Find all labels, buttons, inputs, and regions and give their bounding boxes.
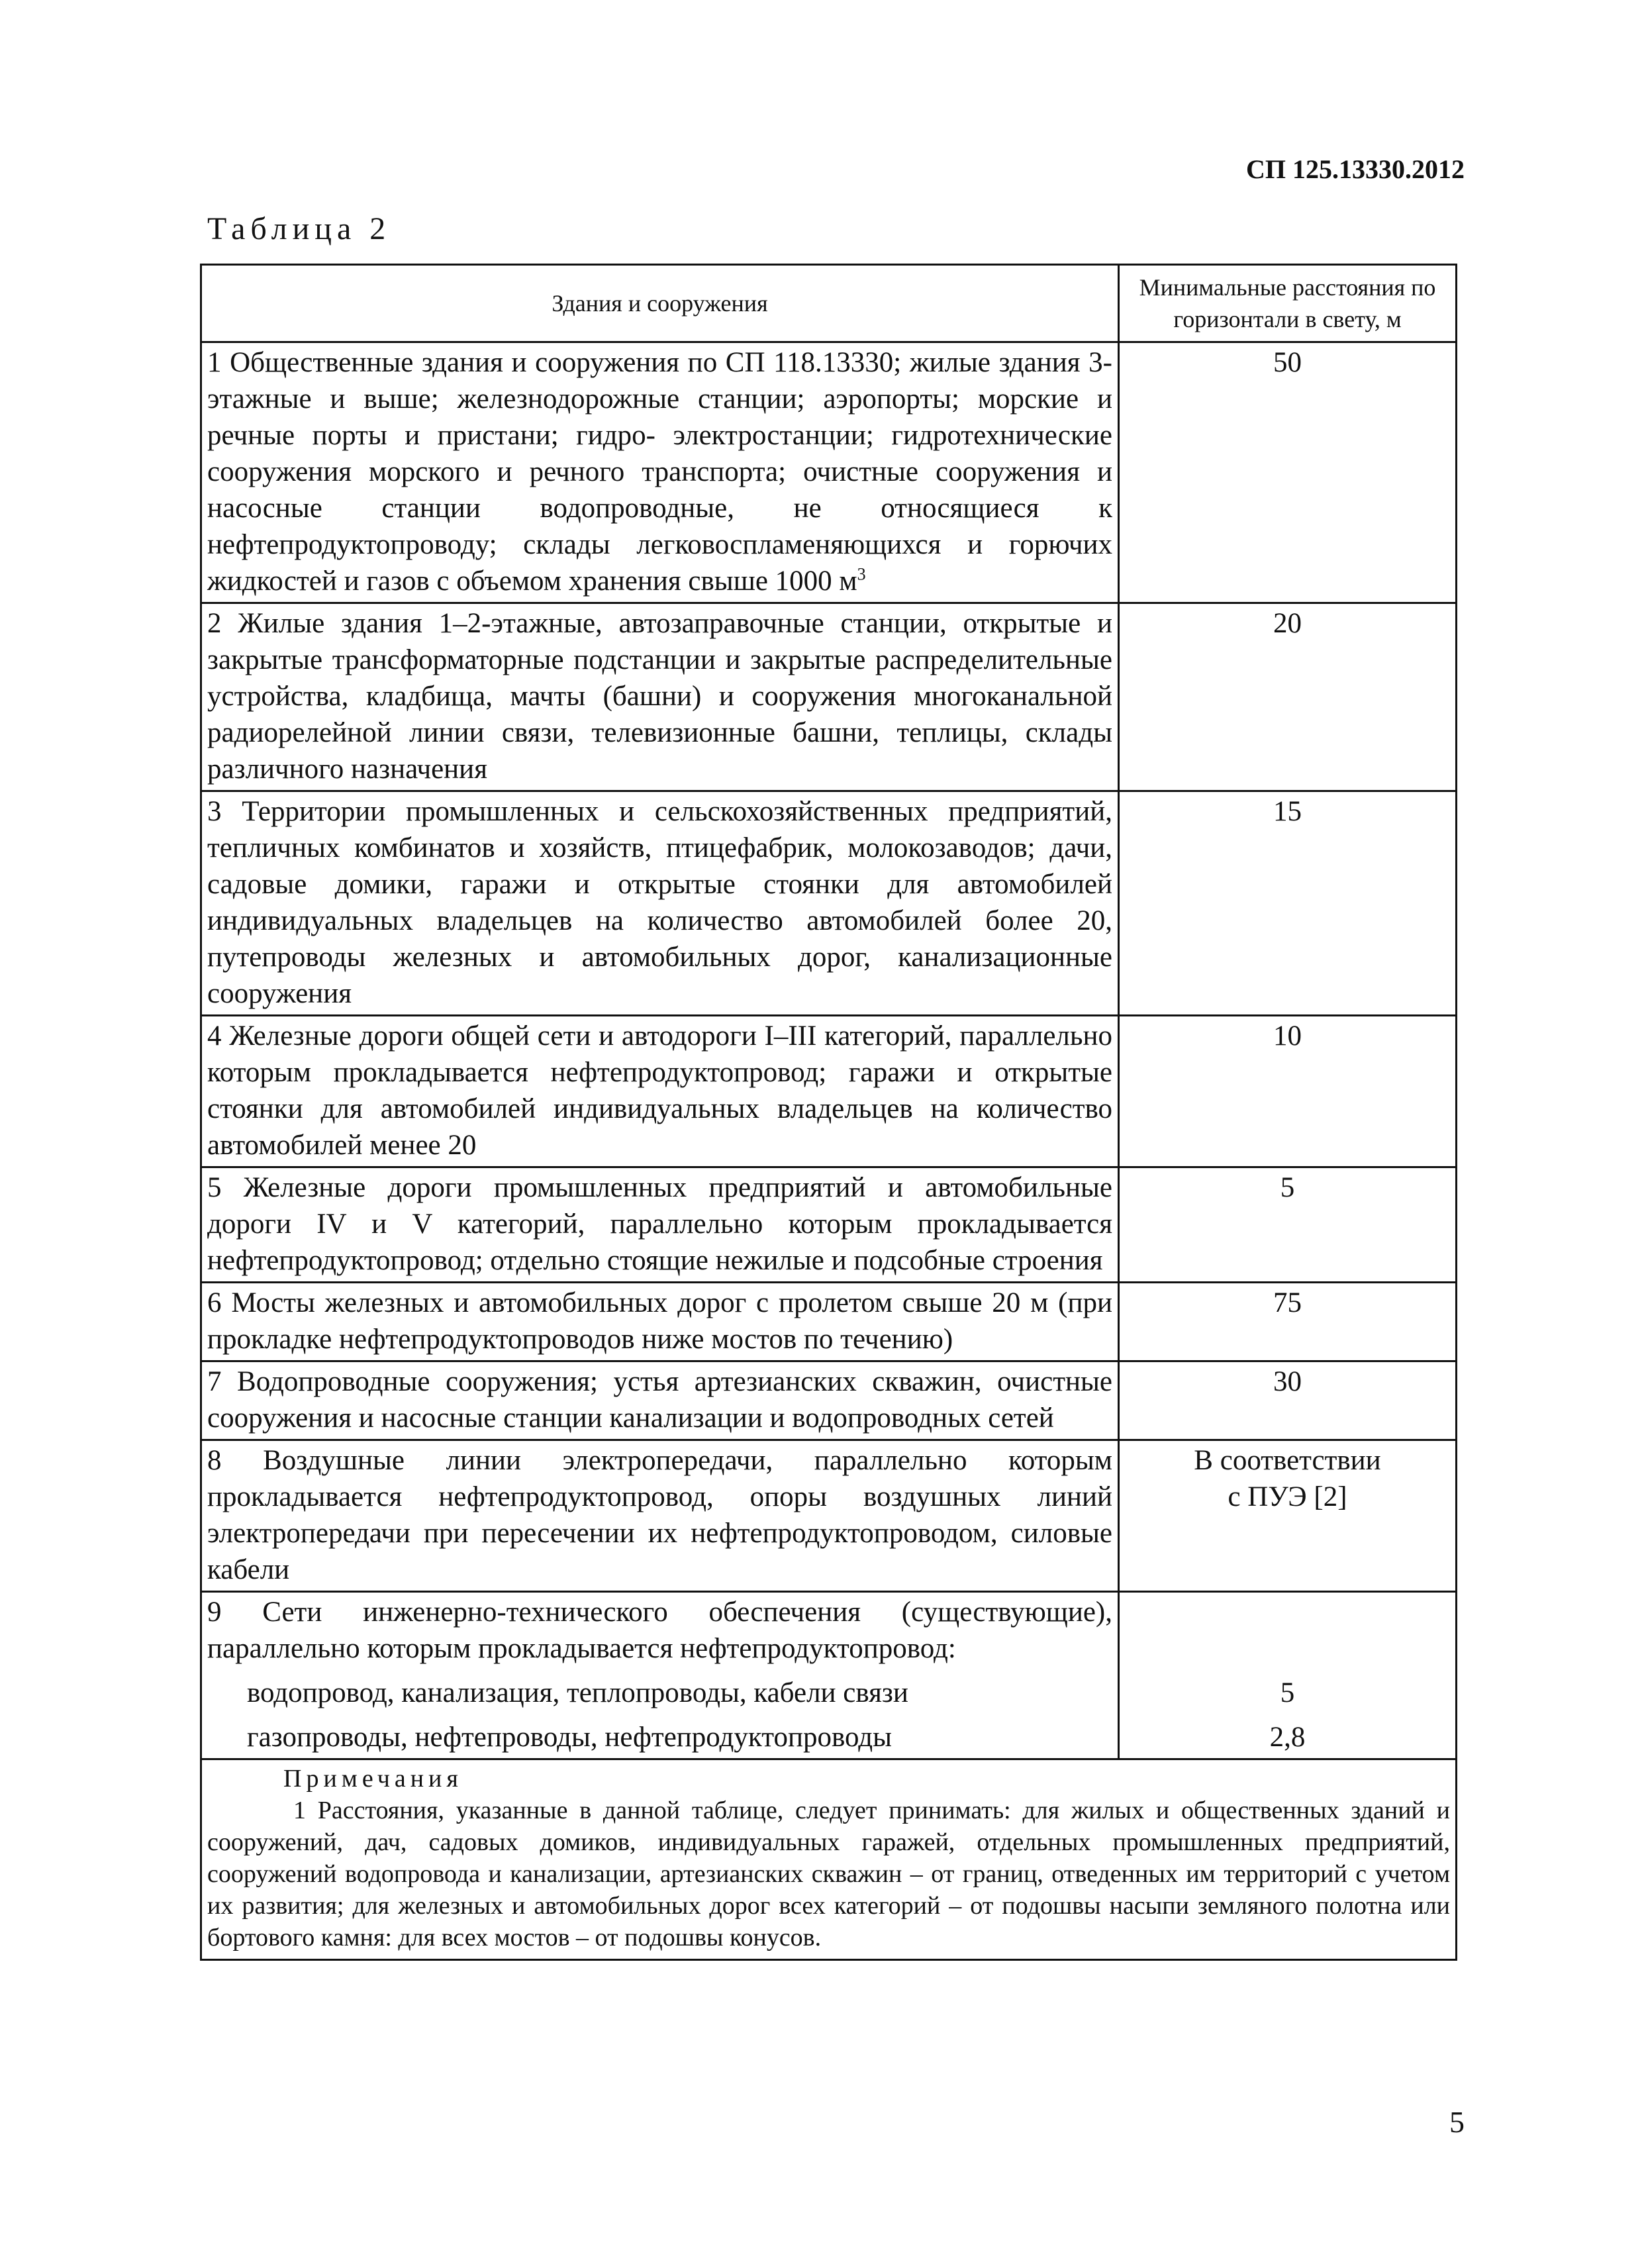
- row-value: [1119, 1592, 1457, 1759]
- row-value: 50: [1119, 342, 1457, 603]
- row-sub-item: газопроводы, нефтепроводы, нефтепродуктопроводы: [247, 1722, 893, 1753]
- row-value: 20: [1119, 603, 1457, 791]
- table-row: [201, 791, 1457, 1016]
- row-text: [201, 1592, 1119, 1759]
- row-text: 3 Территории промышленных и сельскохозяйственных предприятий, тепличных комбинатов и хозяйств, птицефабрик, молокозаводов; дачи, садовые домики, гаражи и открытые стоянки для автомобилей индивидуальных владельцев на количество автомобилей более 20, путепроводы железных и автомобильных дорог, канализационные сооружения: [201, 791, 1119, 1016]
- table-row: [201, 1167, 1457, 1283]
- row-value-line: В соответствии: [1194, 1445, 1381, 1476]
- table-row: [201, 1361, 1457, 1440]
- row-text: [201, 342, 1119, 603]
- row-value: 30: [1119, 1361, 1457, 1440]
- row-text: 2 Жилые здания 1–2-этажные, автозаправочные станции, открытые и закрытые трансформаторные подстанции и закрытые распределительные устройства, кладбища, мачты (башни) и сооружения многоканальной радиорелейной линии связи, телевизионные башни, теплицы, склады различного назначения: [201, 603, 1119, 791]
- row-value-line: с ПУЭ [2]: [1228, 1481, 1347, 1512]
- row-value: 15: [1119, 791, 1457, 1016]
- row-sub-item: водопровод, канализация, теплопроводы, кабели связи: [247, 1677, 908, 1708]
- document-code: СП 125.13330.2012: [1246, 154, 1465, 184]
- row-sub-value: 5: [1280, 1677, 1295, 1708]
- row-text-content: 1 Общественные здания и сооружения по СП 118.13330; жилые здания 3-этажные и выше; железнодорожные станции; аэропорты; морские и речные порты и пристани; гидро- электростанции; гидротехнические сооружения морского и речного транспорта; очистные сооружения и насосные станции водопроводные, не относящиеся к нефтепродуктопроводу; склады легковоспламеняющихся и горючих жидкостей и газов с объемом хранения свыше 1000 м: [207, 347, 1112, 597]
- row-text: 4 Железные дороги общей сети и автодороги I–III категорий, параллельно которым прокладывается нефтепродуктопровод; гаражи и открытые стоянки для автомобилей индивидуальных владельцев на количество автомобилей менее 20: [201, 1016, 1119, 1167]
- column-header-distance: Минимальные расстояния по горизонтали в свету, м: [1119, 265, 1457, 342]
- row-value: 75: [1119, 1283, 1457, 1361]
- notes-cell: [201, 1759, 1457, 1960]
- notes-title: Примечания: [283, 1765, 463, 1793]
- superscript: 3: [857, 564, 866, 584]
- table-row: [201, 342, 1457, 603]
- table-row: [201, 603, 1457, 791]
- row-text: 8 Воздушные линии электропередачи, параллельно которым прокладывается нефтепродуктопровод, опоры воздушных линий электропередачи при пересечении их нефтепродуктопроводом, силовые кабели: [201, 1440, 1119, 1592]
- distances-table: [200, 264, 1457, 1961]
- row-text-content: 9 Сети инженерно-технического обеспечения (существующие), параллельно которым прокладывается нефтепродуктопровод:: [207, 1597, 1112, 1664]
- table-row: [201, 1016, 1457, 1167]
- table-row: [201, 1283, 1457, 1361]
- row-value: 10: [1119, 1016, 1457, 1167]
- page-number: 5: [1449, 2105, 1465, 2139]
- notes-text: 1 Расстояния, указанные в данной таблице, следует принимать: для жилых и общественных зданий и сооружений, дач, садовых домиков, индивидуальных гаражей, отдельных промышленных предприятий, сооружений водопровода и канализации, артезианских скважин – от границ, отведенных им территорий с учетом их развития; для железных и автомобильных дорог всех категорий – от подошвы насыпи земляного полотна или бортового камня: для всех мостов – от подошвы конусов.: [207, 1797, 1450, 1951]
- table-row: [201, 1592, 1457, 1759]
- row-text: 7 Водопроводные сооружения; устья артезианских скважин, очистные сооружения и насосные станции канализации и водопроводных сетей: [201, 1361, 1119, 1440]
- column-header-buildings: Здания и сооружения: [201, 265, 1119, 342]
- row-value: [1119, 1440, 1457, 1592]
- notes-row: [201, 1759, 1457, 1960]
- row-text: 5 Железные дороги промышленных предприятий и автомобильные дороги IV и V категорий, параллельно которым прокладывается нефтепродуктопровод; отдельно стоящие нежилые и подсобные строения: [201, 1167, 1119, 1283]
- row-sub-value: 2,8: [1269, 1722, 1306, 1753]
- row-text: 6 Мосты железных и автомобильных дорог с пролетом свыше 20 м (при прокладке нефтепродуктопроводов ниже мостов по течению): [201, 1283, 1119, 1361]
- row-value: 5: [1119, 1167, 1457, 1283]
- table-header-row: [201, 265, 1457, 342]
- table-title: Таблица 2: [207, 211, 391, 246]
- table-row: [201, 1440, 1457, 1592]
